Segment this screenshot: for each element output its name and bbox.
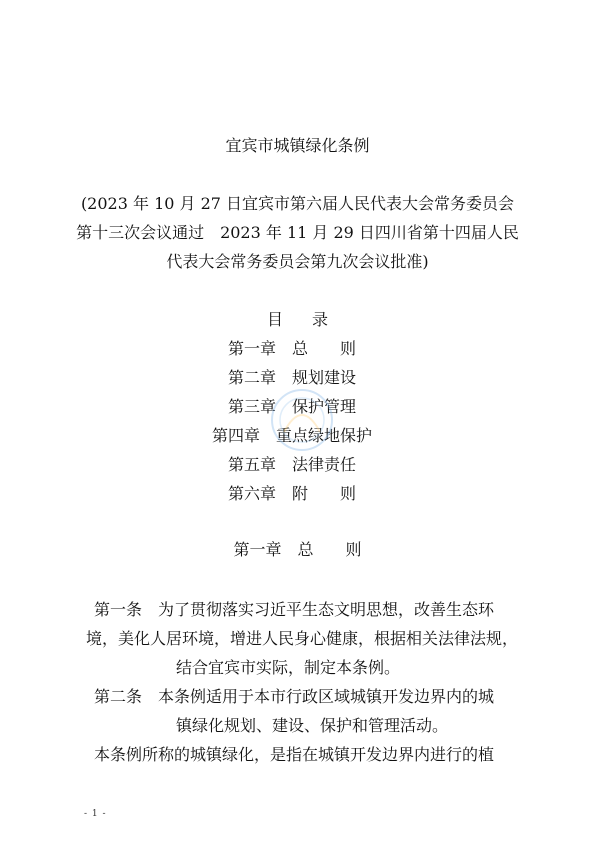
toc-chapter-number: 第六章 [228, 484, 277, 503]
article-2-line-2: 镇绿化规划、建设、保护和管理活动。 [176, 716, 449, 735]
chapter-one-heading: 第一章 总 则 [233, 540, 362, 559]
toc-chapter-name: 法律责任 [292, 455, 357, 474]
article-1-line-1: 第一条 为了贯彻落实习近平生态文明思想，改善生态环 [94, 600, 495, 619]
toc-chapter-name: 附 则 [292, 484, 357, 503]
toc-chapter-number: 第三章 [228, 397, 277, 416]
document-title: 宜宾市城镇绿化条例 [225, 136, 370, 155]
approval-note-line-1: (2023 年 10 月 27 日宜宾市第六届人民代表大会常务委员会 [80, 194, 515, 213]
toc-item-chapter-6 [228, 484, 356, 504]
toc-chapter-name: 重点绿地保护 [276, 426, 373, 445]
toc-chapter-name: 保护管理 [292, 397, 357, 416]
page-number: - 1 - [84, 809, 107, 819]
toc-heading: 目 录 [266, 310, 329, 329]
article-2-line-1: 第二条 本条例适用于本市行政区域城镇开发边界内的城 [94, 687, 495, 706]
toc-chapter-number: 第四章 [212, 426, 261, 445]
article-1-line-3: 结合宜宾市实际，制定本条例。 [176, 658, 401, 677]
toc-chapter-number: 第五章 [228, 455, 277, 474]
article-1-line-2: 境，美化人居环境，增进人民身心健康，根据相关法律法规， [86, 629, 519, 648]
approval-note-line-3: 代表大会常务委员会第九次会议批准) [166, 252, 429, 271]
toc-chapter-name: 规划建设 [292, 368, 357, 387]
watermark-seal-icon [262, 380, 342, 460]
approval-note-line-2: 第十三次会议通过 2023 年 11 月 29 日四川省第十四届人民 [76, 223, 519, 242]
toc-chapter-number: 第二章 [228, 368, 277, 387]
toc-chapter-number: 第一章 [228, 339, 277, 358]
toc-item-chapter-1 [228, 339, 356, 359]
toc-chapter-name: 总 则 [292, 339, 357, 358]
article-2-line-3: 本条例所称的城镇绿化，是指在城镇开发边界内进行的植 [94, 745, 495, 764]
